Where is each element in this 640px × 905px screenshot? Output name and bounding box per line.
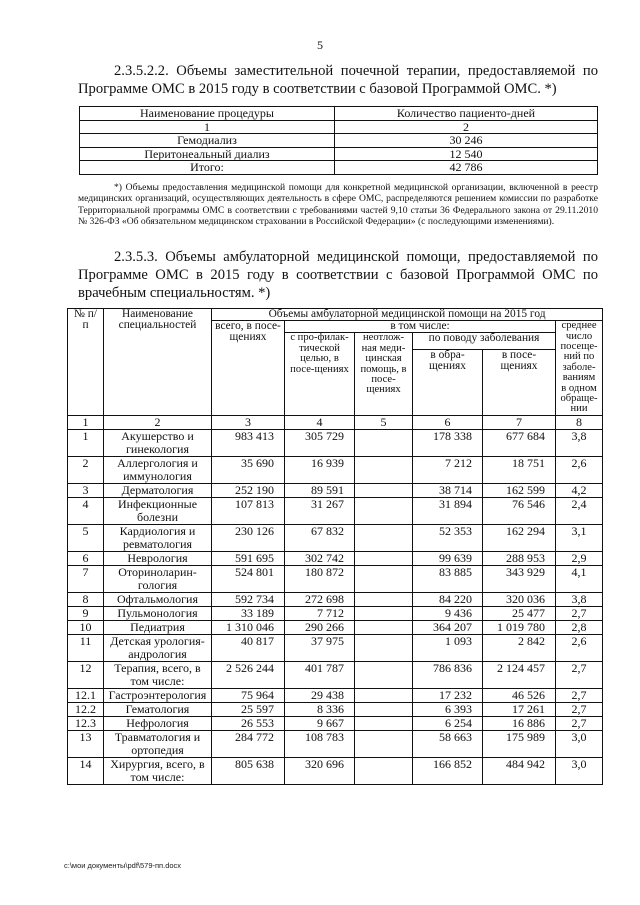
preventive-visits: 108 783 bbox=[285, 730, 355, 757]
column-number: 6 bbox=[413, 415, 483, 429]
row-number: 12 bbox=[68, 661, 104, 688]
row-number: 12.1 bbox=[68, 688, 104, 702]
urgent-care-visits bbox=[355, 551, 413, 565]
row-number: 9 bbox=[68, 606, 104, 620]
specialty-name: Педиатрия bbox=[104, 620, 212, 634]
section-heading-outpatient: 2.3.5.3. Объемы амбулаторной медицинской помощи, предоставляемой по Программе ОМС в 2015 году в соответствии с базовой Программой ОМС по врачебным специальностям. *) bbox=[78, 249, 598, 301]
disease-appeals: 9 436 bbox=[413, 606, 483, 620]
urgent-care-visits bbox=[355, 634, 413, 661]
disease-visits: 162 599 bbox=[483, 483, 556, 497]
preventive-visits: 401 787 bbox=[285, 661, 355, 688]
preventive-visits: 31 267 bbox=[285, 497, 355, 524]
row-number: 11 bbox=[68, 634, 104, 661]
total-visits: 805 638 bbox=[212, 757, 285, 784]
total-visits: 75 964 bbox=[212, 688, 285, 702]
urgent-care-visits bbox=[355, 661, 413, 688]
specialty-name: Травматология и ортопедия bbox=[104, 730, 212, 757]
table-row bbox=[68, 716, 603, 730]
column-number: 5 bbox=[355, 415, 413, 429]
disease-appeals: 58 663 bbox=[413, 730, 483, 757]
average-visits: 3,8 bbox=[556, 592, 603, 606]
average-visits: 3,0 bbox=[556, 757, 603, 784]
procedure-value: 12 540 bbox=[335, 147, 598, 161]
disease-appeals: 31 894 bbox=[413, 497, 483, 524]
urgent-care-visits bbox=[355, 757, 413, 784]
total-visits: 33 189 bbox=[212, 606, 285, 620]
table-row-total bbox=[80, 161, 598, 175]
average-visits: 4,2 bbox=[556, 483, 603, 497]
header-disease: по поводу заболевания bbox=[413, 333, 556, 349]
page-number: 5 bbox=[317, 38, 323, 52]
specialty-name: Гематология bbox=[104, 702, 212, 716]
disease-visits: 76 546 bbox=[483, 497, 556, 524]
average-visits: 2,9 bbox=[556, 551, 603, 565]
column-number: 2 bbox=[335, 120, 598, 134]
table-header-row bbox=[68, 309, 603, 321]
urgent-care-visits bbox=[355, 456, 413, 483]
total-visits: 524 801 bbox=[212, 565, 285, 592]
preventive-visits: 16 939 bbox=[285, 456, 355, 483]
preventive-visits: 7 712 bbox=[285, 606, 355, 620]
disease-appeals: 786 836 bbox=[413, 661, 483, 688]
disease-appeals: 178 338 bbox=[413, 429, 483, 456]
specialty-name: Оториноларин-гология bbox=[104, 565, 212, 592]
header-average: среднее число посеще-ний по заболе-ваниям в одном обраще-нии bbox=[556, 321, 603, 416]
urgent-care-visits bbox=[355, 620, 413, 634]
specialty-name: Детская урология-андрология bbox=[104, 634, 212, 661]
procedure-name: Гемодиализ bbox=[80, 134, 335, 148]
file-path: c:\мои документы\pdf\579-пп.docx bbox=[64, 861, 182, 870]
column-number: 3 bbox=[212, 415, 285, 429]
table-header-row bbox=[80, 107, 598, 121]
disease-appeals: 99 639 bbox=[413, 551, 483, 565]
urgent-care-visits bbox=[355, 592, 413, 606]
disease-visits: 17 261 bbox=[483, 702, 556, 716]
total-visits: 252 190 bbox=[212, 483, 285, 497]
disease-visits: 175 989 bbox=[483, 730, 556, 757]
row-number: 6 bbox=[68, 551, 104, 565]
disease-visits: 16 886 bbox=[483, 716, 556, 730]
table-row bbox=[68, 757, 603, 784]
specialty-name: Аллергология и иммунология bbox=[104, 456, 212, 483]
urgent-care-visits bbox=[355, 730, 413, 757]
table-row bbox=[68, 620, 603, 634]
disease-appeals: 52 353 bbox=[413, 524, 483, 551]
average-visits: 2,7 bbox=[556, 688, 603, 702]
table-row bbox=[68, 565, 603, 592]
table-row bbox=[68, 661, 603, 688]
average-visits: 2,7 bbox=[556, 661, 603, 688]
row-number: 4 bbox=[68, 497, 104, 524]
outpatient-volume-table bbox=[67, 308, 603, 785]
urgent-care-visits bbox=[355, 702, 413, 716]
footnote: *) Объемы предоставления медицинской помощи для конкретной медицинской организации, включенной в реестр медицинских организаций, осуществляющих деятельность в сфере ОМС, распределяются решением комиссии по разработке Территориальной программы ОМС в соответствии с требованиями частей 9,10 статьи 36 Федерального закона от 29.11.2010 № 326-ФЗ «Об обязательном медицинском страховании в Российской Федерации» (с последующими изменениями). bbox=[78, 182, 598, 228]
table-row bbox=[68, 730, 603, 757]
specialty-name: Хирургия, всего, в том числе: bbox=[104, 757, 212, 784]
specialty-name: Гастроэнтерология bbox=[104, 688, 212, 702]
section-heading-renal: 2.3.5.2.2. Объемы заместительной почечной терапии, предоставляемой по Программе ОМС в 2015 году в соответствии с базовой Программой ОМС. *) bbox=[78, 63, 598, 97]
urgent-care-visits bbox=[355, 606, 413, 620]
header-disease-appeals: в обра-щениях bbox=[413, 349, 483, 415]
average-visits: 2,6 bbox=[556, 634, 603, 661]
disease-visits: 2 842 bbox=[483, 634, 556, 661]
urgent-care-visits bbox=[355, 429, 413, 456]
header-including: в том числе: bbox=[285, 321, 556, 333]
disease-visits: 2 124 457 bbox=[483, 661, 556, 688]
row-number: 3 bbox=[68, 483, 104, 497]
disease-appeals: 83 885 bbox=[413, 565, 483, 592]
disease-visits: 288 953 bbox=[483, 551, 556, 565]
preventive-visits: 89 591 bbox=[285, 483, 355, 497]
urgent-care-visits bbox=[355, 524, 413, 551]
urgent-care-visits bbox=[355, 497, 413, 524]
procedure-name: Перитонеальный диализ bbox=[80, 147, 335, 161]
header-urgent-care: неотлож-ная меди-цинская помощь, в посе-щениях bbox=[355, 333, 413, 415]
procedure-value: 42 786 bbox=[335, 161, 598, 175]
urgent-care-visits bbox=[355, 688, 413, 702]
table-row bbox=[68, 483, 603, 497]
disease-visits: 343 929 bbox=[483, 565, 556, 592]
row-number: 12.3 bbox=[68, 716, 104, 730]
total-visits: 25 597 bbox=[212, 702, 285, 716]
specialty-name: Дерматология bbox=[104, 483, 212, 497]
table-row bbox=[68, 497, 603, 524]
specialty-name: Акушерство и гинекология bbox=[104, 429, 212, 456]
average-visits: 2,7 bbox=[556, 716, 603, 730]
disease-appeals: 84 220 bbox=[413, 592, 483, 606]
disease-visits: 162 294 bbox=[483, 524, 556, 551]
disease-visits: 46 526 bbox=[483, 688, 556, 702]
column-number: 2 bbox=[104, 415, 212, 429]
urgent-care-visits bbox=[355, 565, 413, 592]
disease-appeals: 7 212 bbox=[413, 456, 483, 483]
preventive-visits: 302 742 bbox=[285, 551, 355, 565]
total-visits: 26 553 bbox=[212, 716, 285, 730]
procedure-value: 30 246 bbox=[335, 134, 598, 148]
column-number: 4 bbox=[285, 415, 355, 429]
column-number-row bbox=[80, 120, 598, 134]
table-row bbox=[80, 134, 598, 148]
table-row bbox=[68, 606, 603, 620]
urgent-care-visits bbox=[355, 483, 413, 497]
specialty-name: Нефрология bbox=[104, 716, 212, 730]
preventive-visits: 272 698 bbox=[285, 592, 355, 606]
urgent-care-visits bbox=[355, 716, 413, 730]
header-specialty: Наименование специальностей bbox=[104, 309, 212, 416]
row-number: 10 bbox=[68, 620, 104, 634]
disease-appeals: 1 093 bbox=[413, 634, 483, 661]
total-visits: 1 310 046 bbox=[212, 620, 285, 634]
disease-appeals: 6 254 bbox=[413, 716, 483, 730]
specialty-name: Терапия, всего, в том числе: bbox=[104, 661, 212, 688]
average-visits: 2,4 bbox=[556, 497, 603, 524]
preventive-visits: 29 438 bbox=[285, 688, 355, 702]
average-visits: 2,8 bbox=[556, 620, 603, 634]
disease-visits: 1 019 780 bbox=[483, 620, 556, 634]
average-visits: 3,8 bbox=[556, 429, 603, 456]
average-visits: 2,7 bbox=[556, 606, 603, 620]
row-number: 2 bbox=[68, 456, 104, 483]
row-number: 7 bbox=[68, 565, 104, 592]
column-number: 8 bbox=[556, 415, 603, 429]
preventive-visits: 290 266 bbox=[285, 620, 355, 634]
disease-visits: 320 036 bbox=[483, 592, 556, 606]
header-total-visits: всего, в посе-щениях bbox=[212, 321, 285, 416]
table-row bbox=[68, 429, 603, 456]
header-preventive: с про-филак-тической целью, в посе-щениях bbox=[285, 333, 355, 415]
column-number: 1 bbox=[80, 120, 335, 134]
column-number: 7 bbox=[483, 415, 556, 429]
specialty-name: Пульмонология bbox=[104, 606, 212, 620]
procedure-name: Итого: bbox=[80, 161, 335, 175]
specialty-name: Офтальмология bbox=[104, 592, 212, 606]
row-number: 1 bbox=[68, 429, 104, 456]
table-row bbox=[80, 147, 598, 161]
preventive-visits: 67 832 bbox=[285, 524, 355, 551]
header-procedure: Наименование процедуры bbox=[80, 107, 335, 121]
total-visits: 2 526 244 bbox=[212, 661, 285, 688]
average-visits: 2,6 bbox=[556, 456, 603, 483]
header-number: № п/п bbox=[68, 309, 104, 416]
disease-visits: 677 684 bbox=[483, 429, 556, 456]
row-number: 8 bbox=[68, 592, 104, 606]
specialty-name: Неврология bbox=[104, 551, 212, 565]
header-volume-group: Объемы амбулаторной медицинской помощи на 2015 год bbox=[212, 309, 603, 321]
preventive-visits: 305 729 bbox=[285, 429, 355, 456]
row-number: 13 bbox=[68, 730, 104, 757]
disease-visits: 25 477 bbox=[483, 606, 556, 620]
specialty-name: Инфекционные болезни bbox=[104, 497, 212, 524]
table-row bbox=[68, 456, 603, 483]
preventive-visits: 180 872 bbox=[285, 565, 355, 592]
disease-visits: 484 942 bbox=[483, 757, 556, 784]
disease-appeals: 6 393 bbox=[413, 702, 483, 716]
table-row bbox=[68, 524, 603, 551]
table-row bbox=[68, 634, 603, 661]
average-visits: 2,7 bbox=[556, 702, 603, 716]
preventive-visits: 320 696 bbox=[285, 757, 355, 784]
average-visits: 3,0 bbox=[556, 730, 603, 757]
table-row bbox=[68, 592, 603, 606]
row-number: 12.2 bbox=[68, 702, 104, 716]
disease-appeals: 17 232 bbox=[413, 688, 483, 702]
row-number: 14 bbox=[68, 757, 104, 784]
total-visits: 40 817 bbox=[212, 634, 285, 661]
renal-therapy-table bbox=[79, 106, 598, 175]
preventive-visits: 37 975 bbox=[285, 634, 355, 661]
total-visits: 983 413 bbox=[212, 429, 285, 456]
total-visits: 284 772 bbox=[212, 730, 285, 757]
total-visits: 592 734 bbox=[212, 592, 285, 606]
header-disease-visits: в посе-щениях bbox=[483, 349, 556, 415]
disease-appeals: 38 714 bbox=[413, 483, 483, 497]
table-row bbox=[68, 702, 603, 716]
table-row bbox=[68, 551, 603, 565]
disease-visits: 18 751 bbox=[483, 456, 556, 483]
specialty-name: Кардиология и ревматология bbox=[104, 524, 212, 551]
average-visits: 3,1 bbox=[556, 524, 603, 551]
column-number: 1 bbox=[68, 415, 104, 429]
row-number: 5 bbox=[68, 524, 104, 551]
disease-appeals: 364 207 bbox=[413, 620, 483, 634]
preventive-visits: 8 336 bbox=[285, 702, 355, 716]
header-patient-days: Количество пациенто-дней bbox=[335, 107, 598, 121]
table-row bbox=[68, 688, 603, 702]
preventive-visits: 9 667 bbox=[285, 716, 355, 730]
column-number-row bbox=[68, 415, 603, 429]
total-visits: 107 813 bbox=[212, 497, 285, 524]
total-visits: 591 695 bbox=[212, 551, 285, 565]
total-visits: 230 126 bbox=[212, 524, 285, 551]
disease-appeals: 166 852 bbox=[413, 757, 483, 784]
total-visits: 35 690 bbox=[212, 456, 285, 483]
average-visits: 4,1 bbox=[556, 565, 603, 592]
